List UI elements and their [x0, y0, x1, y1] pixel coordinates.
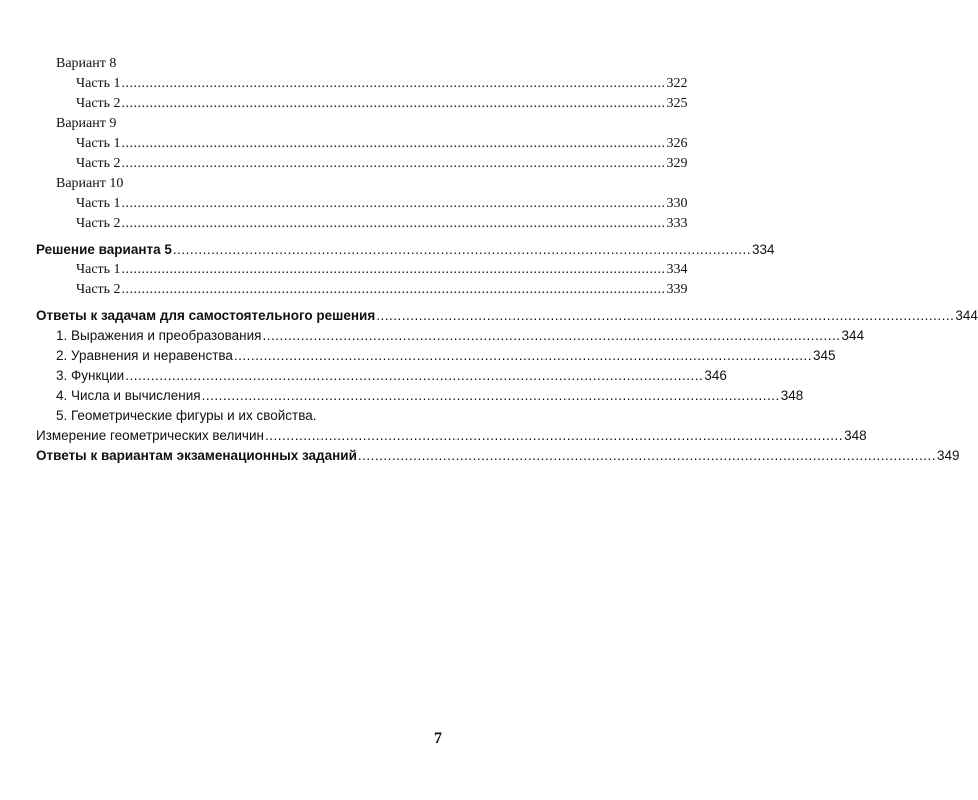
entry-label: Часть 2 [76, 282, 121, 297]
dot-leader: ........................................................................................................................................ [121, 76, 666, 91]
toc-entry-solution-5[interactable] [36, 240, 775, 260]
variant-9-heading: Вариант 9 [56, 116, 117, 131]
dot-leader: ........................................................................................................................................ [262, 328, 841, 343]
entry-label: Часть 2 [76, 156, 121, 171]
toc-entry[interactable] [76, 280, 688, 300]
entry-page: 334 [751, 242, 775, 257]
toc-entry[interactable] [76, 214, 688, 234]
entry-page: 326 [666, 136, 688, 151]
variant-10-heading: Вариант 10 [56, 176, 124, 191]
entry-label: Часть 2 [76, 216, 121, 231]
toc-entry[interactable] [76, 260, 688, 280]
toc-entry-answers-exam[interactable] [36, 446, 960, 466]
toc-entry[interactable] [76, 94, 688, 114]
entry-page: 334 [666, 262, 688, 277]
dot-leader: ........................................................................................................................................ [121, 282, 666, 297]
entry-label: Часть 1 [76, 262, 121, 277]
entry-label: Часть 2 [76, 96, 121, 111]
entry-label: 2. Уравнения и неравенства [56, 348, 233, 363]
dot-leader: ........................................................................................................................................ [201, 388, 780, 403]
entry-page: 344 [955, 308, 978, 323]
dot-leader: ........................................................................................................................................ [121, 156, 666, 171]
toc-entry[interactable] [56, 346, 836, 366]
entry-label: Часть 1 [76, 196, 121, 211]
entry-label: Решение варианта 5 [36, 242, 172, 257]
dot-leader: ........................................................................................................................................ [376, 308, 955, 323]
entry-page: 348 [780, 388, 804, 403]
entry-page: 345 [813, 348, 836, 363]
dot-leader: ........................................................................................................................................ [172, 242, 751, 257]
dot-leader: ........................................................................................................................................ [121, 196, 666, 211]
variant-8-heading: Вариант 8 [56, 56, 117, 71]
entry-page: 329 [666, 156, 688, 171]
entry-label: 1. Выражения и преобразования [56, 328, 262, 343]
toc-entry[interactable] [56, 366, 727, 386]
entry-page: 348 [844, 428, 867, 443]
dot-leader: ........................................................................................................................................ [264, 428, 844, 443]
entry-page: 339 [666, 282, 688, 297]
toc-entry[interactable] [56, 326, 865, 346]
dot-leader: ........................................................................................................................................ [121, 216, 666, 231]
toc-entry[interactable] [76, 74, 688, 94]
entry-label: 4. Числа и вычисления [56, 388, 201, 403]
dot-leader: ........................................................................................................................................ [233, 348, 813, 363]
toc-entry[interactable] [76, 154, 688, 174]
dot-leader: ........................................................................................................................................ [125, 368, 704, 383]
toc-entry[interactable] [76, 194, 688, 214]
toc-entry[interactable] [76, 134, 688, 154]
entry-label: Ответы к вариантам экзаменационных заданий [36, 448, 357, 463]
entry-page: 346 [704, 368, 727, 383]
dot-leader: ........................................................................................................................................ [357, 448, 936, 463]
dot-leader: ........................................................................................................................................ [121, 262, 666, 277]
entry-page: 333 [666, 216, 688, 231]
toc-entry-label-line: 5. Геометрические фигуры и их свойства. [56, 408, 317, 423]
entry-page: 330 [666, 196, 688, 211]
toc-entry-answers-self[interactable] [36, 306, 978, 326]
entry-label: Измерение геометрических величин [36, 428, 264, 443]
page-number: 7 [434, 730, 442, 747]
entry-label: Часть 1 [76, 76, 121, 91]
entry-page: 325 [666, 96, 688, 111]
dot-leader: ........................................................................................................................................ [121, 96, 666, 111]
toc-entry[interactable] [36, 426, 867, 446]
entry-label: Часть 1 [76, 136, 121, 151]
entry-label: 3. Функции [56, 368, 125, 383]
toc-entry[interactable] [56, 386, 804, 406]
entry-page: 349 [937, 448, 960, 463]
entry-page: 322 [666, 76, 688, 91]
entry-page: 344 [841, 328, 865, 343]
dot-leader: ........................................................................................................................................ [121, 136, 666, 151]
entry-label: Ответы к задачам для самостоятельного решения [36, 308, 376, 323]
